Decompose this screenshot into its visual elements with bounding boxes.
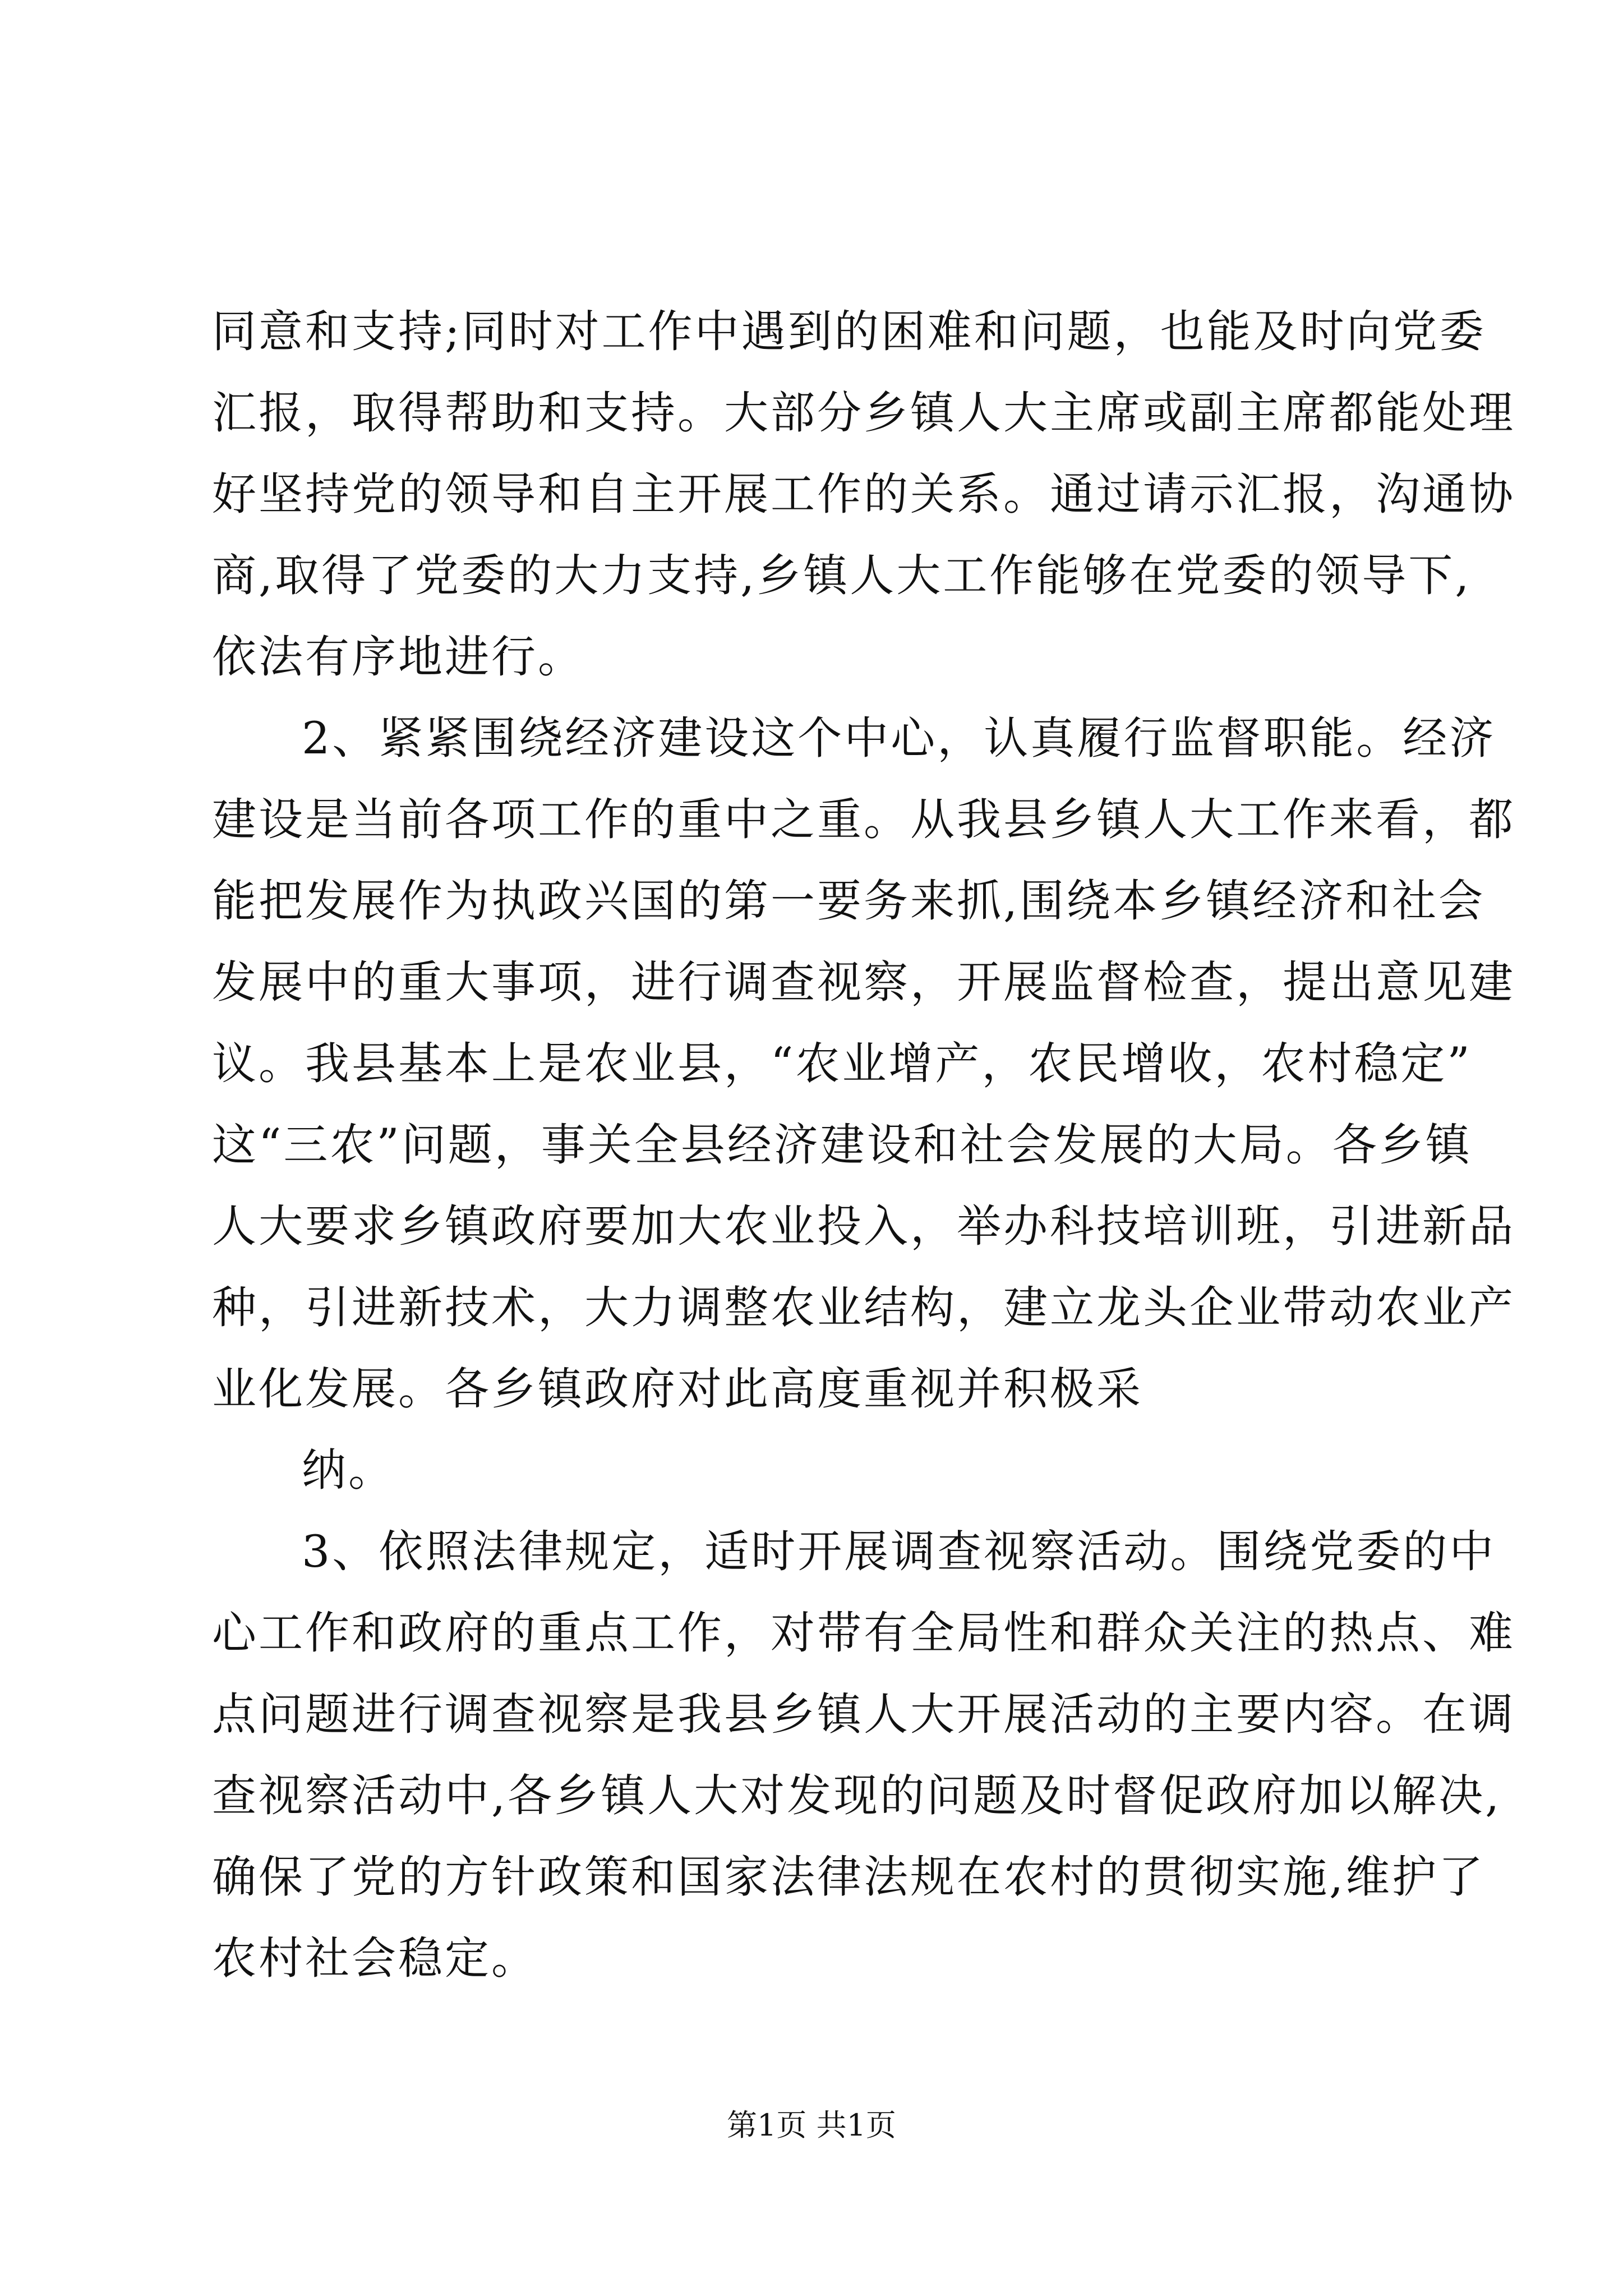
paragraph-line: 能把发展作为执政兴国的第一要务来抓,围绕本乡镇经济和社会 bbox=[212, 875, 1486, 927]
paragraph-line: 业化发展。各乡镇政府对此高度重视并积极采 bbox=[212, 1363, 1143, 1415]
page-number-footer: 第1页 共1页 bbox=[727, 2108, 896, 2143]
paragraph-line: 纳。 bbox=[302, 1444, 395, 1496]
paragraph-line: 2、紧紧围绕经济建设这个中心，认真履行监督职能。经济 bbox=[302, 712, 1496, 764]
paragraph-line: 确保了党的方针政策和国家法律法规在农村的贯彻实施,维护了 bbox=[212, 1851, 1486, 1903]
paragraph-line: 人大要求乡镇政府要加大农业投入，举办科技培训班，引进新品 bbox=[212, 1200, 1515, 1252]
paragraph-line: 3、依照法律规定，适时开展调查视察活动。围绕党委的中 bbox=[302, 1526, 1496, 1577]
paragraph-line: 同意和支持;同时对工作中遇到的困难和问题，也能及时向党委 bbox=[212, 306, 1486, 357]
paragraph-line: 农村社会稳定。 bbox=[212, 1932, 538, 1984]
paragraph-line: 建设是当前各项工作的重中之重。从我县乡镇人大工作来看，都 bbox=[212, 794, 1515, 845]
paragraph-line: 汇报，取得帮助和支持。大部分乡镇人大主席或副主席都能处理 bbox=[212, 387, 1515, 439]
paragraph-line: 商,取得了党委的大力支持,乡镇人大工作能够在党委的领导下, bbox=[212, 550, 1472, 601]
paragraph-line: 依法有序地进行。 bbox=[212, 631, 584, 683]
paragraph-line: 心工作和政府的重点工作，对带有全局性和群众关注的热点、难 bbox=[212, 1607, 1515, 1659]
paragraph-line: 这“三农”问题，事关全县经济建设和社会发展的大局。各乡镇 bbox=[212, 1119, 1472, 1171]
paragraph-line: 点问题进行调查视察是我县乡镇人大开展活动的主要内容。在调 bbox=[212, 1688, 1515, 1740]
paragraph-line: 议。我县基本上是农业县，“农业增产，农民增收，农村稳定” bbox=[212, 1038, 1472, 1089]
paragraph-line: 好坚持党的领导和自主开展工作的关系。通过请示汇报，沟通协 bbox=[212, 468, 1515, 520]
paragraph-line: 发展中的重大事项，进行调查视察，开展监督检查，提出意见建 bbox=[212, 956, 1515, 1008]
paragraph-line: 种，引进新技术，大力调整农业结构，建立龙头企业带动农业产 bbox=[212, 1282, 1515, 1333]
paragraph-line: 查视察活动中,各乡镇人大对发现的问题及时督促政府加以解决, bbox=[212, 1770, 1502, 1821]
